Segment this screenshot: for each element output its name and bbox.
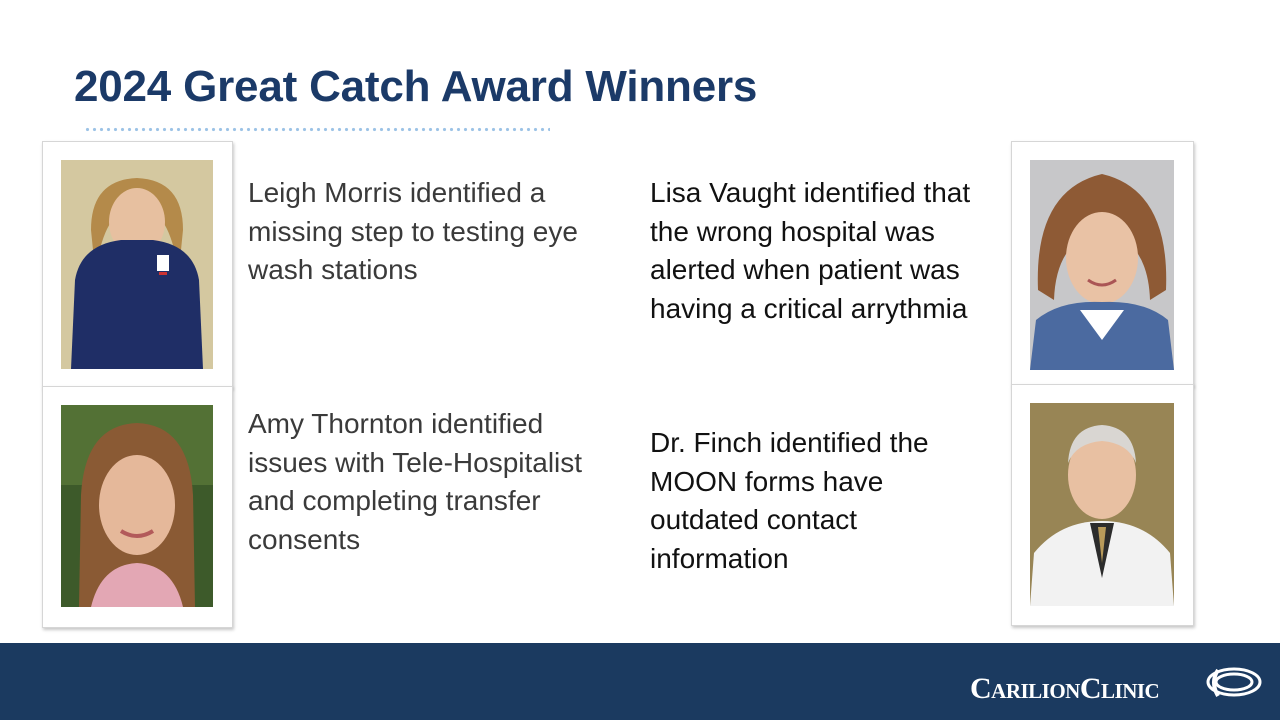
portrait-icon xyxy=(61,160,213,369)
caption-amy: Amy Thornton identified issues with Tele-Hospitalist and completing transfer consents xyxy=(248,408,583,555)
portrait-icon xyxy=(1030,160,1174,370)
caption-leigh: Leigh Morris identified a missing step to testing eye wash stations xyxy=(248,177,578,285)
photo-finch xyxy=(1030,403,1174,606)
caption-finch: Dr. Finch identified the MOON forms have outdated contact information xyxy=(650,427,929,574)
photo-leigh xyxy=(61,160,213,369)
photo-amy xyxy=(61,405,213,607)
slide-title: 2024 Great Catch Award Winners xyxy=(74,62,758,111)
dotted-divider xyxy=(84,127,550,132)
caption-lisa: Lisa Vaught identified that the wrong hospital was alerted when patient was having a critical arrythmia xyxy=(650,177,971,324)
portrait-icon xyxy=(61,405,213,607)
carilion-logo-text: CarilionClinic xyxy=(970,672,1160,705)
photo-lisa xyxy=(1030,160,1174,370)
portrait-icon xyxy=(1030,403,1174,606)
carilion-swoosh-icon xyxy=(1204,660,1262,704)
